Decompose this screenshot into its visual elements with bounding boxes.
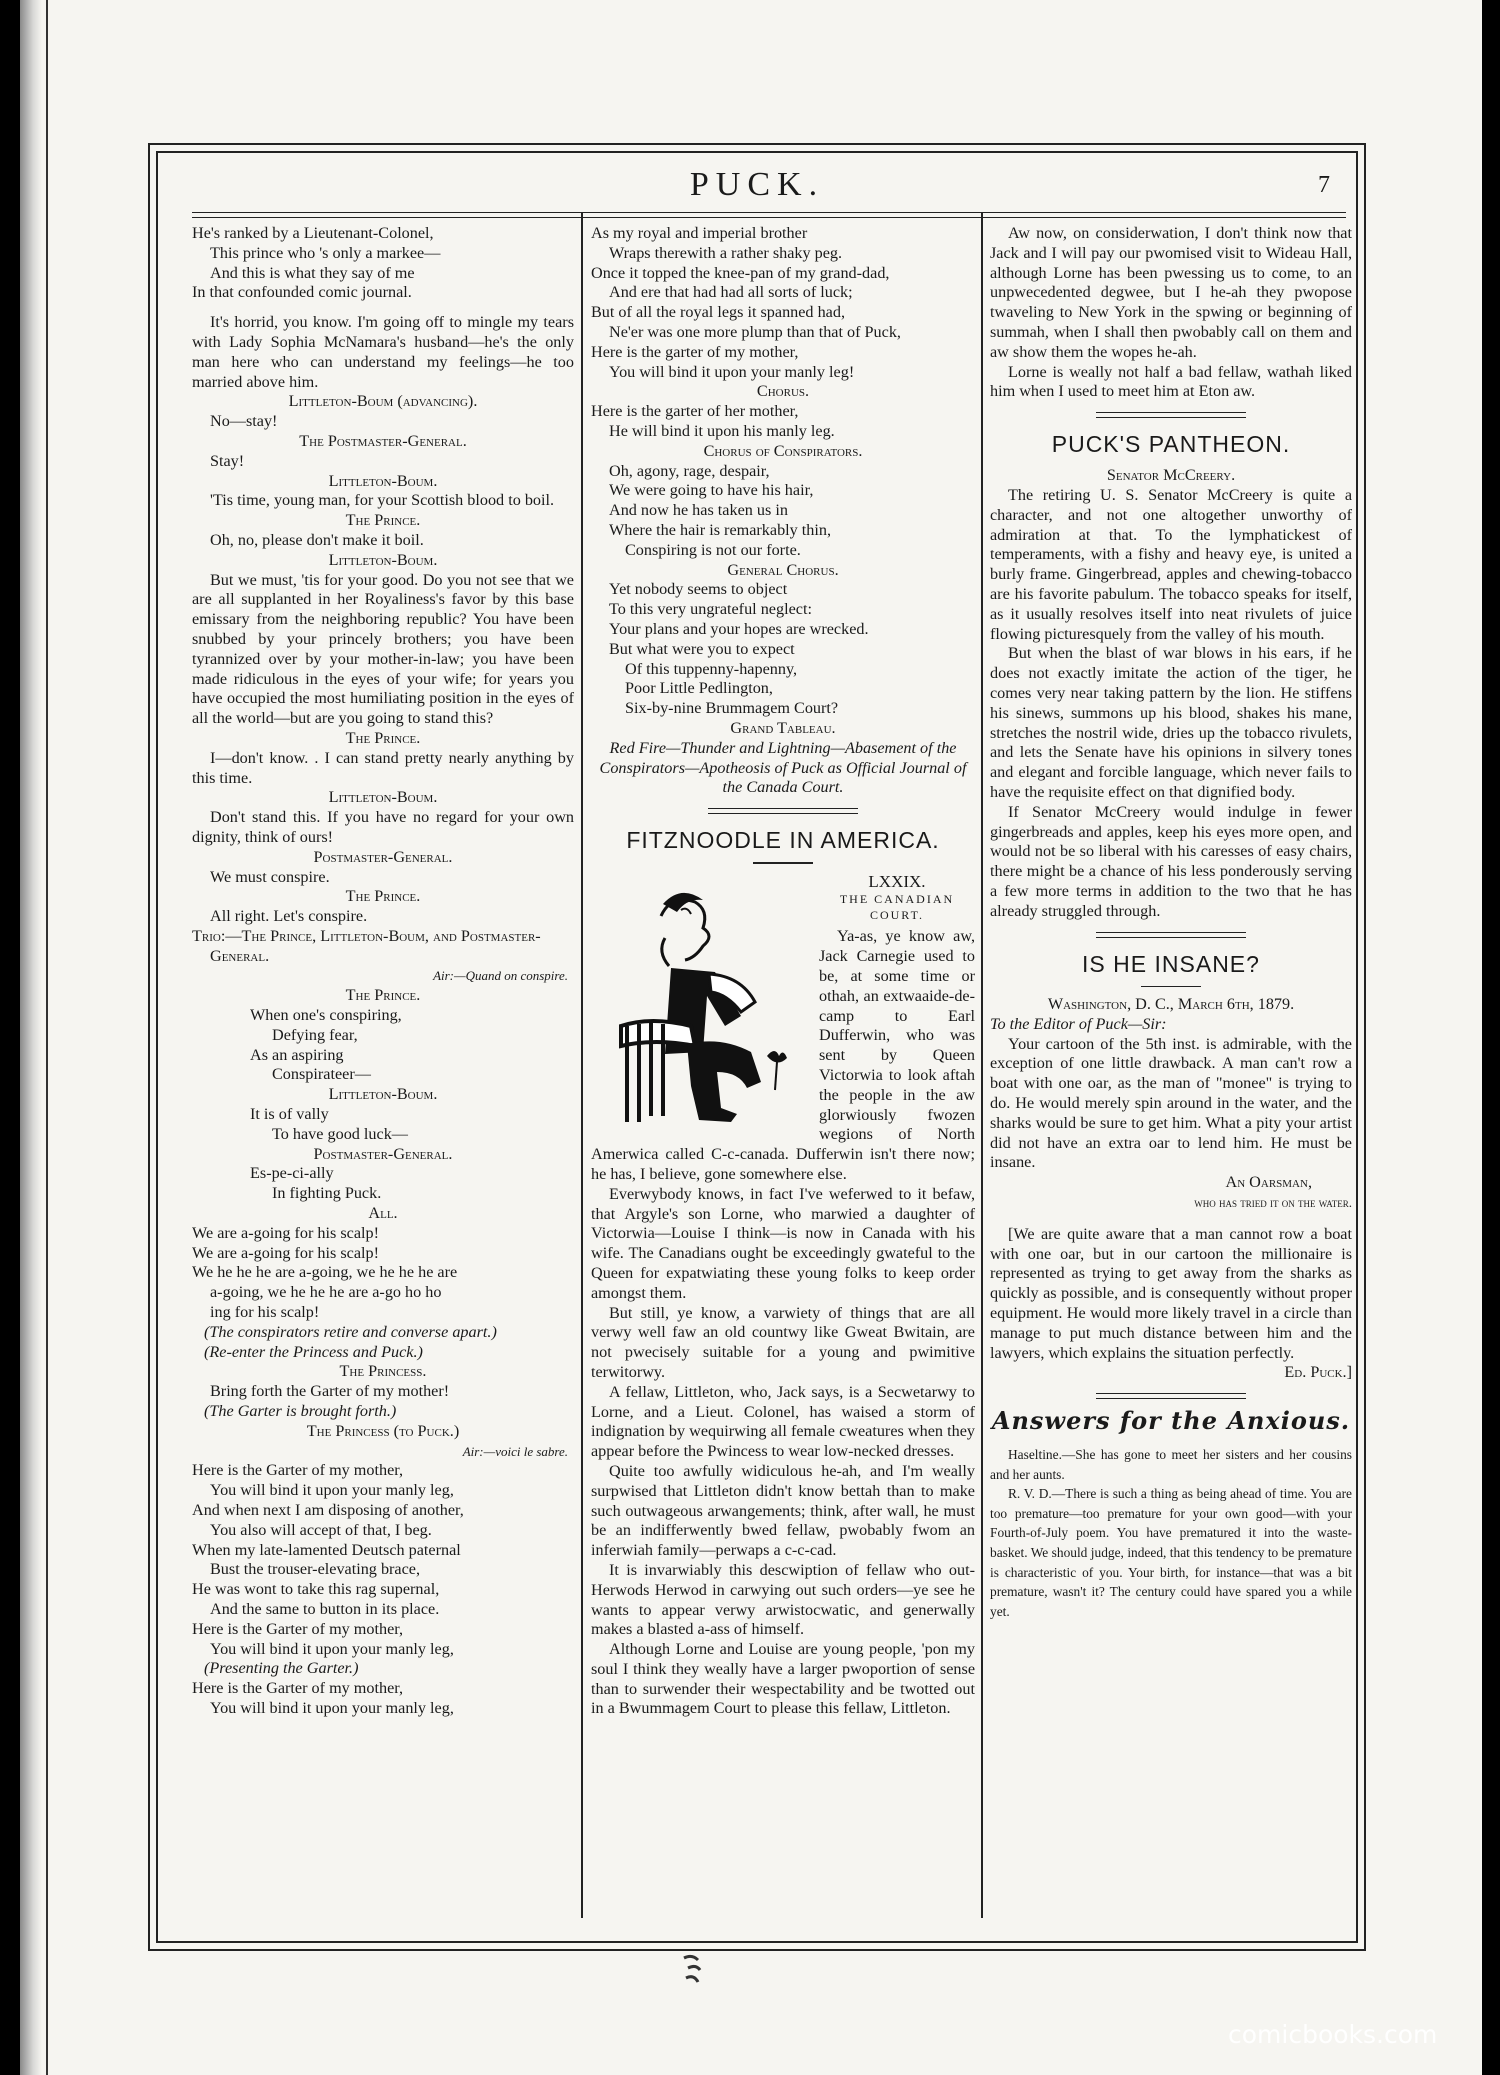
air-note: Air:—voici le sabre. xyxy=(462,1443,568,1459)
verse-line: As my royal and imperial brother xyxy=(591,224,808,242)
dialogue-line: But we must, 'tis for your good. Do you not see that we are all supplanted in her Royaliness's favor by this base emissary from the neighboring republic? You have been snubbed by your princely brothers; you have been tyrannized over by your mother-in-law; you have been made ridiculous in the eyes of your wife; for years you have occupied the most humiliating position in the eyes of all the world—but are you going to stand this? xyxy=(192,570,574,728)
verse-line: And now he has taken us in xyxy=(609,501,788,520)
verse-line: Once it topped the knee-pan of my grand-dad, xyxy=(591,263,890,282)
speaker-label: The Prince. xyxy=(345,728,421,747)
speaker-label: Postmaster-General. xyxy=(313,847,453,866)
verse-line: Your plans and your hopes are wrecked. xyxy=(609,619,869,638)
paragraph: Aw now, on considerwation, I don't think now that Jack and I will pay our pwomised visit to Wideau Hall, although Lorne has been pwessing us to come, to an unpwecedented degwee, but I he-ah they pwopose twaveling to New York in the spwing or beginning of summah, when I shall then pwobably call on them and aw show them the wopes he-ah. xyxy=(990,224,1352,361)
title-rule xyxy=(753,862,813,864)
verse-line: Where the hair is remarkably thin, xyxy=(609,520,832,539)
fitznoodle-title: FITZNOODLE IN AMERICA. xyxy=(626,827,940,854)
header-rule xyxy=(192,212,1346,218)
grand-tableau-text: Red Fire—Thunder and Lightning—Abasement of the Conspirators—Apotheosis of Puck as Official Journal of the Canada Court. xyxy=(599,738,967,797)
editor-reply-signature: Ed. Puck.] xyxy=(1284,1363,1352,1382)
verse-line: It is of vally xyxy=(250,1105,329,1124)
speaker-label: The Princess. xyxy=(339,1362,427,1381)
verse-line: As an aspiring xyxy=(250,1045,344,1064)
speaker-label: Chorus. xyxy=(756,382,810,401)
fitznoodle-subtitle: THE CANADIAN COURT. xyxy=(839,892,955,923)
speaker-label: The Prince. xyxy=(345,511,421,530)
dialogue-line: I—don't know. . I can stand pretty nearly anything by this time. xyxy=(192,748,574,787)
section-rule xyxy=(708,808,858,814)
dialogue-line: No—stay! xyxy=(210,412,278,431)
dialogue-line: Bring forth the Garter of my mother! xyxy=(210,1382,450,1401)
verse-line: He will bind it upon his manly leg. xyxy=(609,421,835,440)
ink-smudge-icon xyxy=(678,1952,708,1986)
speaker-label: The Princess (to Puck.) xyxy=(306,1421,460,1440)
verse-line: We are a-going for his scalp! xyxy=(192,1223,380,1242)
verse-line: Wraps therewith a rather shaky peg. xyxy=(609,243,843,262)
section-rule xyxy=(1096,932,1246,938)
dialogue-line: Oh, no, please don't make it boil. xyxy=(210,530,424,549)
verse-line: And when next I am disposing of another, xyxy=(192,1501,464,1519)
section-rule xyxy=(1096,1393,1246,1399)
insane-letter: Your cartoon of the 5th inst. is admirable, with the exception of one little drawback. A man can't row a boat with one oar, as the man of "monee" is trying to do. He would merely spin around in the water, and the sharks would be sure to get him. What a pity your artist did not have an extra oar to lend him. He must be insane. xyxy=(990,1034,1352,1172)
verse-line: We he he he are a-going, we he he he are xyxy=(192,1263,458,1282)
play-continuation xyxy=(591,224,975,798)
verse-line: We were going to have his hair, xyxy=(609,481,814,500)
air-note: Air:—Quand on conspire. xyxy=(433,968,568,984)
paragraph: Everwybody knows, in fact I've weferwed to it befaw, that Argyle's son Lorne, who marwied a daughter of Victorwia—Louise I think—is now in Canada with his wife. The Canadians ought be exceedingly gwateful to the Queen for expatwiating these young folks to keep order amongst them. xyxy=(591,1184,975,1302)
fitznoodle-continuation xyxy=(990,224,1352,402)
paragraph: The retiring U. S. Senator McCreery is quite a character, and not one altogether unworthy of admiration at that. To the lymphatickest of temperaments, with a fishy and heavy eye, is united a burly frame. Gingerbread, apples and chewing-tobacco are his favorite pabulum. The tobacco speaks for itself, as it usually resolves itself into neat rivulets of juice flowing picturesquely from the valley of his mouth. xyxy=(990,485,1352,643)
paragraph: But when the blast of war blows in his ears, if he does not exactly imitate the action of the tiger, he comes very near taking pattern by the lion. He stiffens his sinews, summons up his blood, shakes his mane, stretches the nostril wide, dries up the tobacco rivulets, and lets the Senate have his opinions in silvery tones and elegant and forcible language, which never fails to have the requisite effect on that dignified body. xyxy=(990,644,1352,801)
paragraph: Ya-as, ye know aw, Jack Carnegie used to be, at some time or othah, an extwaaide-de-camp to Earl Dufferwin, who was sent by Queen Victorwia to look aftah the people in the aw glorwiously fwozen wegions of North Amerwica called C-c-canada. Dufferwin isn't there now; he has, I believe, gone somewhere else. xyxy=(591,927,975,1183)
speaker-label: Littleton-Boum. xyxy=(328,550,438,569)
column-two xyxy=(591,224,975,1719)
seated-dandy-illustration-icon xyxy=(591,876,811,1126)
insane-signature-note: who has tried it on the water. xyxy=(1194,1194,1352,1210)
verse-line: When my late-lamented Deutsch paternal xyxy=(192,1540,461,1559)
verse-line: In that confounded comic journal. xyxy=(192,283,412,302)
verse-line: Six-by-nine Brummagem Court? xyxy=(625,699,839,718)
verse-line: Es-pe-ci-ally xyxy=(250,1164,334,1183)
verse-line: This prince who 's only a markee— xyxy=(210,243,441,262)
speaker-label: The Prince. xyxy=(345,887,421,906)
verse-line: Defying fear, xyxy=(272,1025,358,1044)
book-gutter-line xyxy=(46,0,48,2075)
pantheon-title: PUCK'S PANTHEON. xyxy=(1051,431,1291,458)
answers-body xyxy=(990,1445,1352,1621)
verse-line: And ere that had had all sorts of luck; xyxy=(609,283,853,302)
insane-signature: An Oarsman, xyxy=(1225,1173,1312,1192)
verse-line: Here is the Garter of my mother, xyxy=(192,1679,404,1698)
paragraph: It is invarwiably this descwiption of fellaw who out-Herwods Herwod in carwying out such orders—ye see he wants to appear verwy arwistocwatic, and generwally makes a blasted a-ass of himself. xyxy=(591,1560,975,1639)
verse-line: You will bind it upon your manly leg, xyxy=(210,1698,454,1717)
book-spine-shadow xyxy=(20,0,42,2075)
spacer xyxy=(192,303,574,313)
trio-heading: Trio:—The Prince, Littleton-Boum, and Postmaster-General. xyxy=(192,926,541,965)
verse-line: Conspirateer— xyxy=(272,1065,371,1084)
insane-title: IS HE INSANE? xyxy=(1082,950,1260,977)
pantheon-body xyxy=(990,486,1352,922)
verse-line: You will bind it upon your manly leg, xyxy=(210,1481,454,1500)
verse-line: Here is the garter of her mother, xyxy=(591,402,799,421)
verse-line: You will bind it upon your manly leg! xyxy=(609,362,855,381)
verse-line: He's ranked by a Lieutenant-Colonel, xyxy=(192,224,434,242)
verse-line: You also will accept of that, I beg. xyxy=(210,1520,432,1539)
paragraph: Quite too awfully widiculous he-ah, and I'm weally surpwised that Littleton didn't know bettah than to make such outwageous arwangements; think, after wall, he must be an indifferwently bwed fellaw, pwobably fwom an inferwiah family—perwaps a c-c-cad. xyxy=(591,1461,975,1560)
speaker-label: Littleton-Boum (advancing). xyxy=(288,392,478,411)
stage-direction: (The Garter is brought forth.) xyxy=(204,1402,397,1421)
paragraph: Lorne is weally not half a bad fellaw, wathah liked him when I used to meet him at Eton aw. xyxy=(990,362,1352,401)
dialogue-line: All right. Let's conspire. xyxy=(210,907,368,926)
speaker-label: Chorus of Conspirators. xyxy=(703,441,863,460)
section-rule xyxy=(1096,412,1246,418)
verse-line: To this very ungrateful neglect: xyxy=(609,600,812,619)
dialogue-line: Stay! xyxy=(210,451,245,470)
verse-line: To have good luck— xyxy=(272,1124,408,1143)
stage-direction: (The conspirators retire and converse apart.) xyxy=(204,1322,497,1341)
verse-line: a-going, we he he he are a-go ho ho xyxy=(210,1283,442,1302)
speaker-label: Grand Tableau. xyxy=(730,718,836,737)
paragraph: But still, ye know, a varwiety of things that are all verwy well faw an old countwy like Gweat Bwitain, are not pwecisely suitable for a young and pwimitive terwitorwy. xyxy=(591,1303,975,1381)
verse-line: And this is what they say of me xyxy=(210,263,415,282)
verse-line: Ne'er was one more plump than that of Puck, xyxy=(609,322,901,341)
verse-line: ing for his scalp! xyxy=(210,1303,320,1322)
verse-line: But what were you to expect xyxy=(609,639,795,658)
verse-line: Of this tuppenny-hapenny, xyxy=(625,659,798,678)
paragraph: Although Lorne and Louise are young people, 'pon my soul I think they weally have a larger pwoportion of sense than to surwender their wespectability and be twotted out in a Bwummagem Court to please this fellaw, Littleton. xyxy=(591,1640,975,1718)
verse-line: When one's conspiring, xyxy=(250,1006,402,1025)
stage-direction: (Re-enter the Princess and Puck.) xyxy=(204,1342,423,1361)
watermark: comicbooks.com xyxy=(1228,2020,1438,2049)
dialogue-line: We must conspire. xyxy=(210,867,330,886)
insane-salutation: To the Editor of Puck—Sir: xyxy=(990,1014,1167,1033)
column-divider xyxy=(581,212,583,1918)
verse-line: He was wont to take this rag supernal, xyxy=(192,1580,440,1599)
verse-line: Yet nobody seems to object xyxy=(609,580,788,599)
pantheon-subtitle: Senator McCreery. xyxy=(1106,466,1236,485)
verse-line: In fighting Puck. xyxy=(272,1184,382,1203)
speaker-label: General Chorus. xyxy=(727,560,839,579)
dialogue-line: It's horrid, you know. I'm going off to mingle my tears with Lady Sophia McNamara's husband—he's the only man here who can understand my feelings—he too married above him. xyxy=(192,313,574,391)
masthead-title: PUCK. xyxy=(689,166,825,203)
verse-line: Poor Little Pedlington, xyxy=(625,679,773,698)
page-number: 7 xyxy=(1318,172,1330,198)
speaker-label: All. xyxy=(368,1204,398,1223)
verse-line: You will bind it upon your manly leg, xyxy=(210,1639,454,1658)
stage-direction: (Presenting the Garter.) xyxy=(204,1659,359,1678)
answers-title: Answers for the Anxious. xyxy=(991,1406,1351,1436)
answer-item: Haseltine.—She has gone to meet her sisters and her cousins and her aunts. xyxy=(990,1446,1352,1482)
column-divider xyxy=(981,212,983,1918)
verse-line: Conspiring is not our forte. xyxy=(625,540,801,559)
fitznoodle-number: LXXIX. xyxy=(868,871,926,891)
speaker-label: The Postmaster-General. xyxy=(299,431,467,450)
dialogue-line: 'Tis time, young man, for your Scottish blood to boil. xyxy=(210,491,555,510)
column-three xyxy=(990,224,1352,1621)
verse-line: Here is the garter of my mother, xyxy=(591,342,799,361)
verse-line: Oh, agony, rage, despair, xyxy=(609,461,770,480)
verse-line: Bust the trouser-elevating brace, xyxy=(210,1560,421,1579)
verse-line: We are a-going for his scalp! xyxy=(192,1243,380,1262)
column-one xyxy=(192,224,574,1719)
paragraph: A fellaw, Littleton, who, Jack says, is a Secwetarwy to Lorne, and a Lieut. Colonel, has waised a storm of indignation by wequirwing all female cweatures when they appear before the Pwincess to wear low-necked dresses. xyxy=(591,1382,975,1461)
title-rule xyxy=(1141,986,1201,988)
speaker-label: The Prince. xyxy=(345,986,421,1005)
paragraph: If Senator McCreery would indulge in fewer gingerbreads and apples, keep his eyes more open, and would not be so liberal with his caresses of easy chairs, there might be a chance of his less ponderously serving a few more terms in addition to the two that he has already struggled through. xyxy=(990,802,1352,920)
dialogue-line: Don't stand this. If you have no regard for your own dignity, think of ours! xyxy=(192,808,574,846)
answer-item: R. V. D.—There is such a thing as being ahead of time. You are too premature—too premature for your own good—with your Fourth-of-July poem. You have prematured it into the waste-basket. We should judge, indeed, that this tendency to be premature is characteristic of you. Your birth, for instance—that was a bit premature, wasn't it? The century could have spared you a while yet. xyxy=(990,1486,1352,1619)
speaker-label: Littleton-Boum. xyxy=(328,788,438,807)
insane-dateline: Washington, D. C., March 6th, 1879. xyxy=(1047,995,1295,1013)
verse-line: But of all the royal legs it spanned had, xyxy=(591,303,845,322)
speaker-label: Littleton-Boum. xyxy=(328,1085,438,1104)
verse-line: Here is the Garter of my mother, xyxy=(192,1461,404,1480)
verse-line: Here is the Garter of my mother, xyxy=(192,1619,404,1638)
editor-reply: [We are quite aware that a man cannot row a boat with one oar, but in our cartoon the millionaire is represented as trying to get away from the sharks as quickly as possible, and is consequently without proper equipment. He would more likely travel in a circle than manage to put much distance between him and the lawyers, which explains the situation perfectly. xyxy=(990,1224,1352,1362)
speaker-label: Postmaster-General. xyxy=(313,1144,453,1163)
speaker-label: Littleton-Boum. xyxy=(328,471,438,490)
verse-line: And the same to button in its place. xyxy=(210,1599,440,1618)
